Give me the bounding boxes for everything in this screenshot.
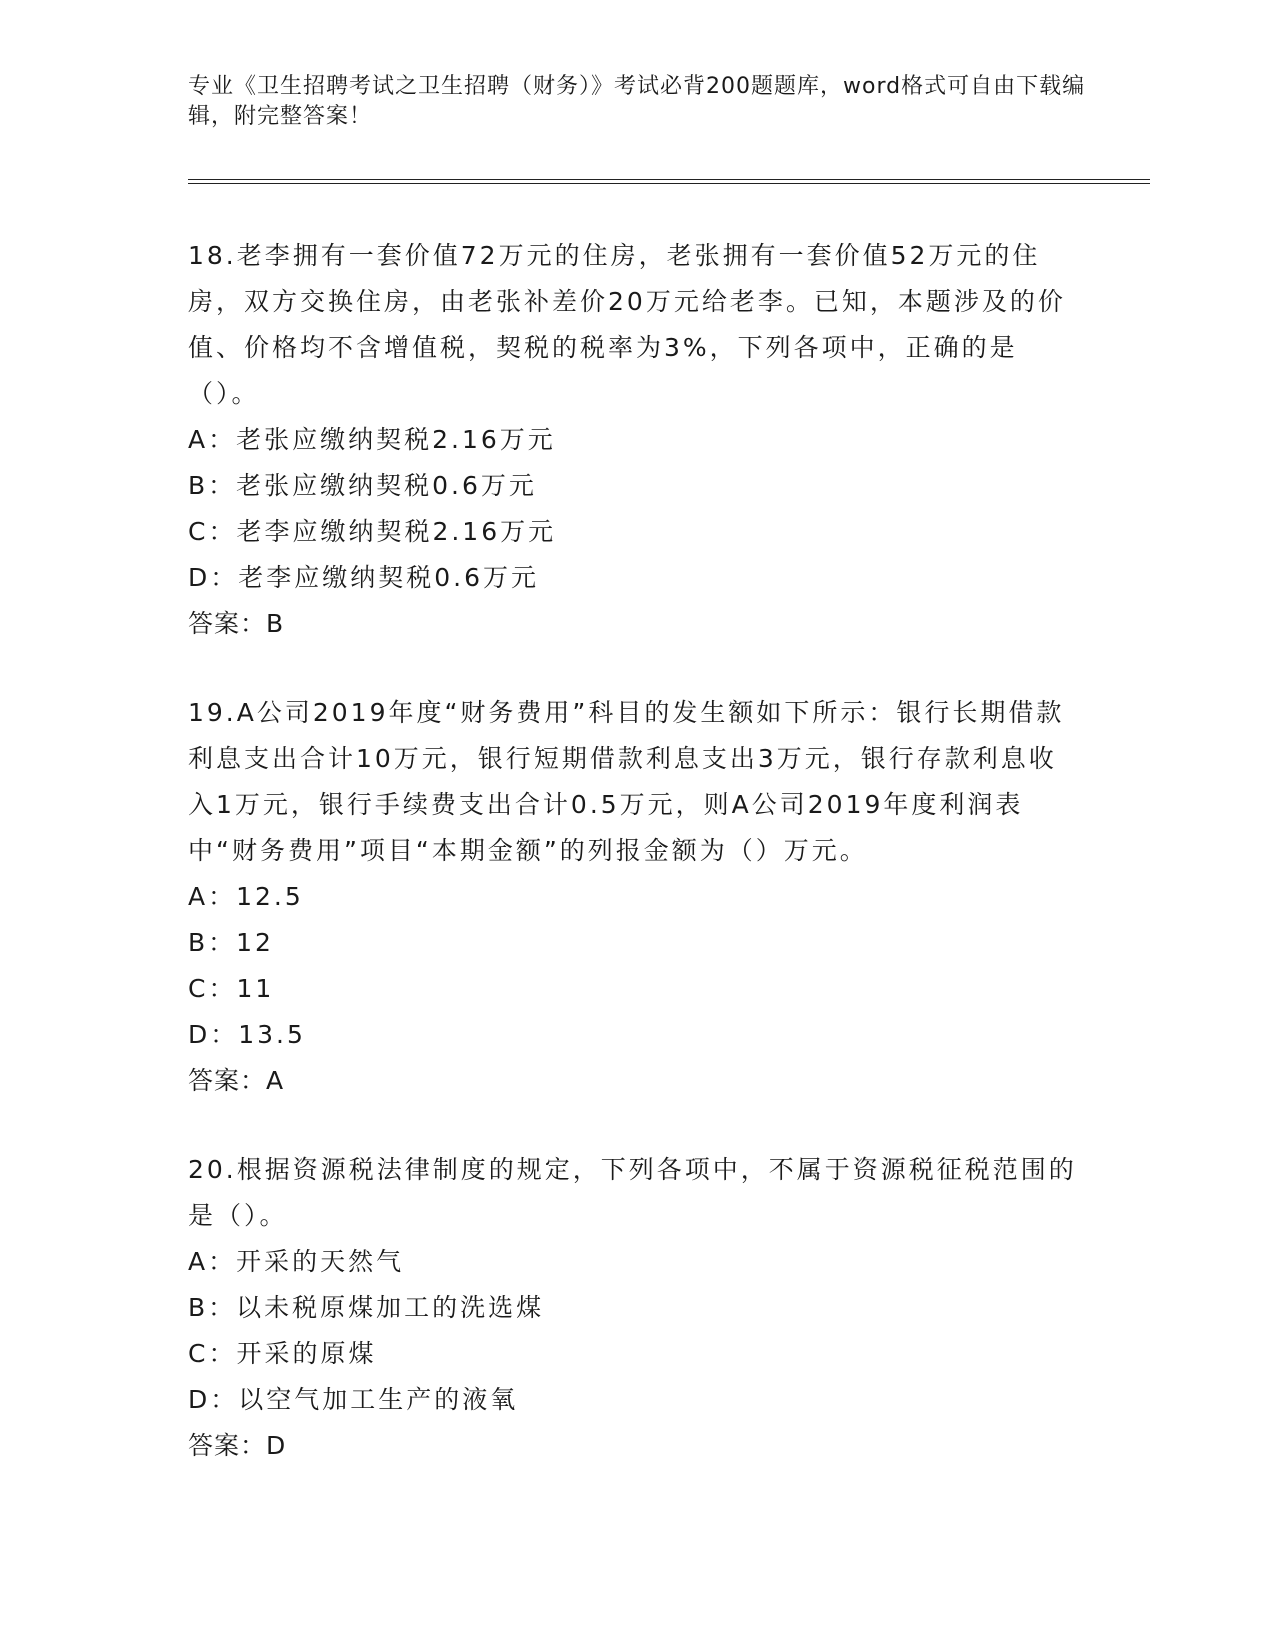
- question-19: [188, 690, 1078, 1104]
- question-18: [188, 233, 1078, 647]
- answer-line: 答案：B: [188, 609, 285, 638]
- question-stem: 18.老李拥有一套价值72万元的住房，老张拥有一套价值52万元的住房，双方交换住房，由老张补差价20万元给老李。已知，本题涉及的价值、价格均不含增值税，契税的税率为3%，下列各项中，正确的是（）。: [188, 241, 1066, 408]
- answer-line: 答案：A: [188, 1066, 285, 1095]
- option-b: B：12: [188, 928, 274, 957]
- option-c: C：11: [188, 974, 275, 1003]
- document-header: 专业《卫生招聘考试之卫生招聘（财务）》考试必背200题题库，word格式可自由下载编辑，附完整答案！: [188, 74, 1086, 129]
- option-c: C：老李应缴纳契税2.16万元: [188, 517, 557, 546]
- option-a: A：12.5: [188, 882, 304, 911]
- option-c: C：开采的原煤: [188, 1339, 377, 1368]
- option-d: D：以空气加工生产的液氧: [188, 1385, 519, 1414]
- question-stem: 19.A公司2019年度“财务费用”科目的发生额如下所示：银行长期借款利息支出合计10万元，银行短期借款利息支出3万元，银行存款利息收入1万元，银行手续费支出合计0.5万元，则A公司2019年度利润表中“财务费用”项目“本期金额”的列报金额为（）万元。: [188, 698, 1065, 865]
- option-a: A：老张应缴纳契税2.16万元: [188, 425, 556, 454]
- header-divider-top: [188, 179, 1150, 180]
- option-d: D：老李应缴纳契税0.6万元: [188, 563, 540, 592]
- header-divider-bottom: [188, 183, 1150, 184]
- option-b: B：老张应缴纳契税0.6万元: [188, 471, 537, 500]
- option-b: B：以未税原煤加工的洗选煤: [188, 1293, 545, 1322]
- answer-line: 答案：D: [188, 1431, 287, 1460]
- question-stem: 20.根据资源税法律制度的规定，下列各项中，不属于资源税征税范围的是（）。: [188, 1155, 1077, 1230]
- question-20: [188, 1147, 1078, 1469]
- option-d: D：13.5: [188, 1020, 306, 1049]
- option-a: A：开采的天然气: [188, 1247, 405, 1276]
